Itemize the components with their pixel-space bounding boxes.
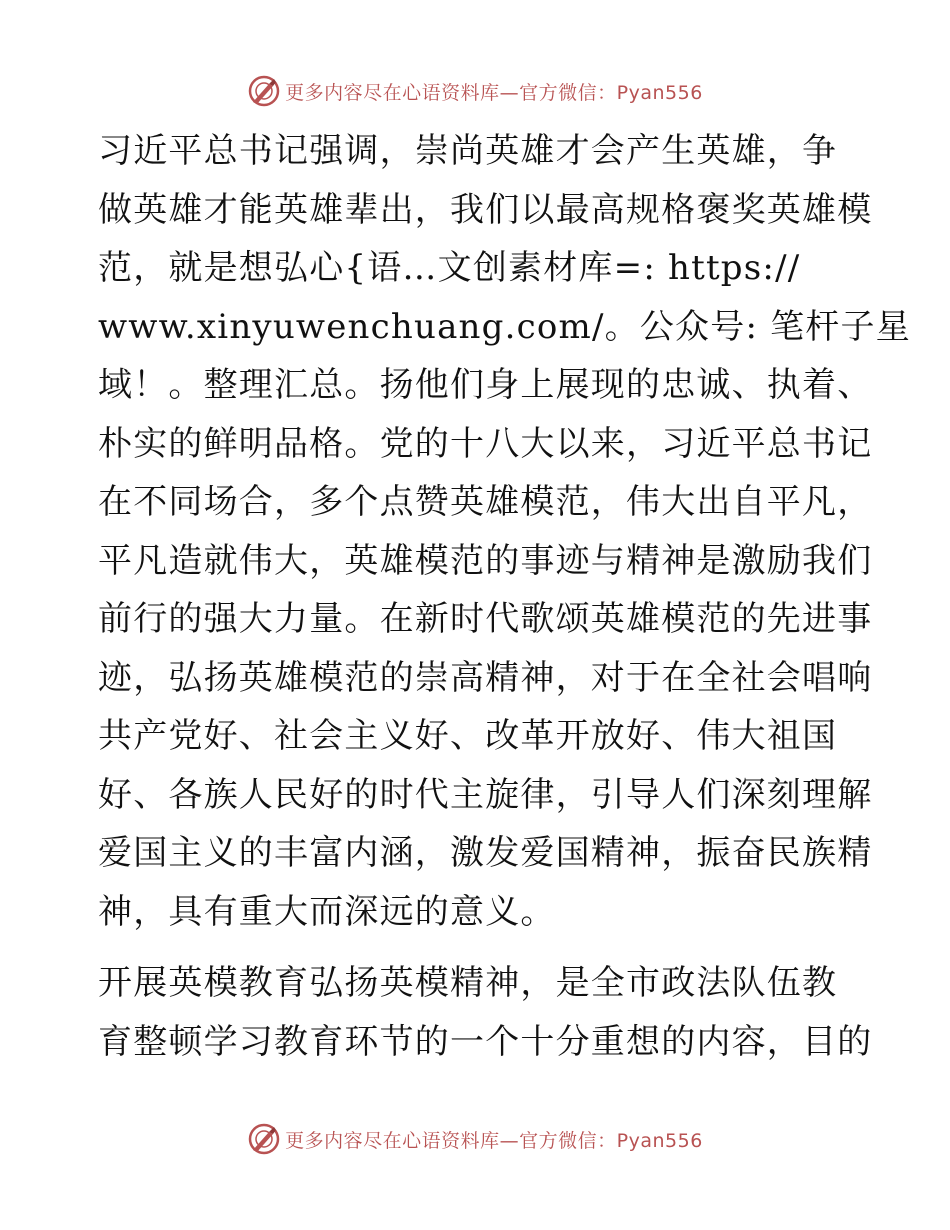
text-line: 域！。整理汇总。扬他们身上展现的忠诚、执着、 [98, 365, 873, 405]
footer-banner-text: 更多内容尽在心语资料库—官方微信：Pyan556 [285, 1129, 703, 1152]
pen-logo-icon [247, 1122, 281, 1156]
text-line: 在不同场合，多个点赞英雄模范，伟大出自平凡， [98, 482, 873, 522]
paragraph-2 [98, 954, 873, 1071]
text-line: 爱国主义的丰富内涵，激发爱国精神，振奋民族精 [98, 833, 873, 873]
text-line: 迹，弘扬英雄模范的崇高精神，对于在全社会唱响 [98, 657, 873, 698]
text-line: 平凡造就伟大，英雄模范的事迹与精神是激励我们 [98, 540, 873, 581]
text-line: 开展英模教育弘扬英模精神，是全市政法队伍教 [98, 963, 838, 1003]
document-body [98, 122, 911, 1071]
text-line: 范，就是想弘心{语…文创素材库=: https:// [98, 248, 801, 288]
header-banner-text: 更多内容尽在心语资料库—官方微信：Pyan556 [285, 81, 703, 104]
text-line: 育整顿学习教育环节的一个十分重想的内容，目的 [98, 1021, 873, 1062]
paragraph-1 [98, 122, 911, 941]
text-line: 好、各族人民好的时代主旋律，引导人们深刻理解 [98, 774, 873, 815]
text-line: 前行的强大力量。在新时代歌颂英雄模范的先进事 [98, 599, 873, 639]
text-line: 习近平总书记强调，崇尚英雄才会产生英雄，争 [98, 131, 838, 171]
text-line: 朴实的鲜明品格。党的十八大以来，习近平总书记 [98, 423, 873, 464]
text-line: www.xinyuwenchuang.com/。公众号: 笔杆子星 [98, 306, 911, 347]
text-line: 做英雄才能英雄辈出，我们以最高规格褒奖英雄模 [98, 189, 873, 230]
text-line: 共产党好、社会主义好、改革开放好、伟大祖国 [98, 716, 838, 756]
header-banner [0, 69, 950, 113]
footer-banner [0, 1117, 950, 1161]
pen-logo-icon [247, 74, 281, 108]
text-line: 神，具有重大而深远的意义。 [98, 891, 556, 932]
